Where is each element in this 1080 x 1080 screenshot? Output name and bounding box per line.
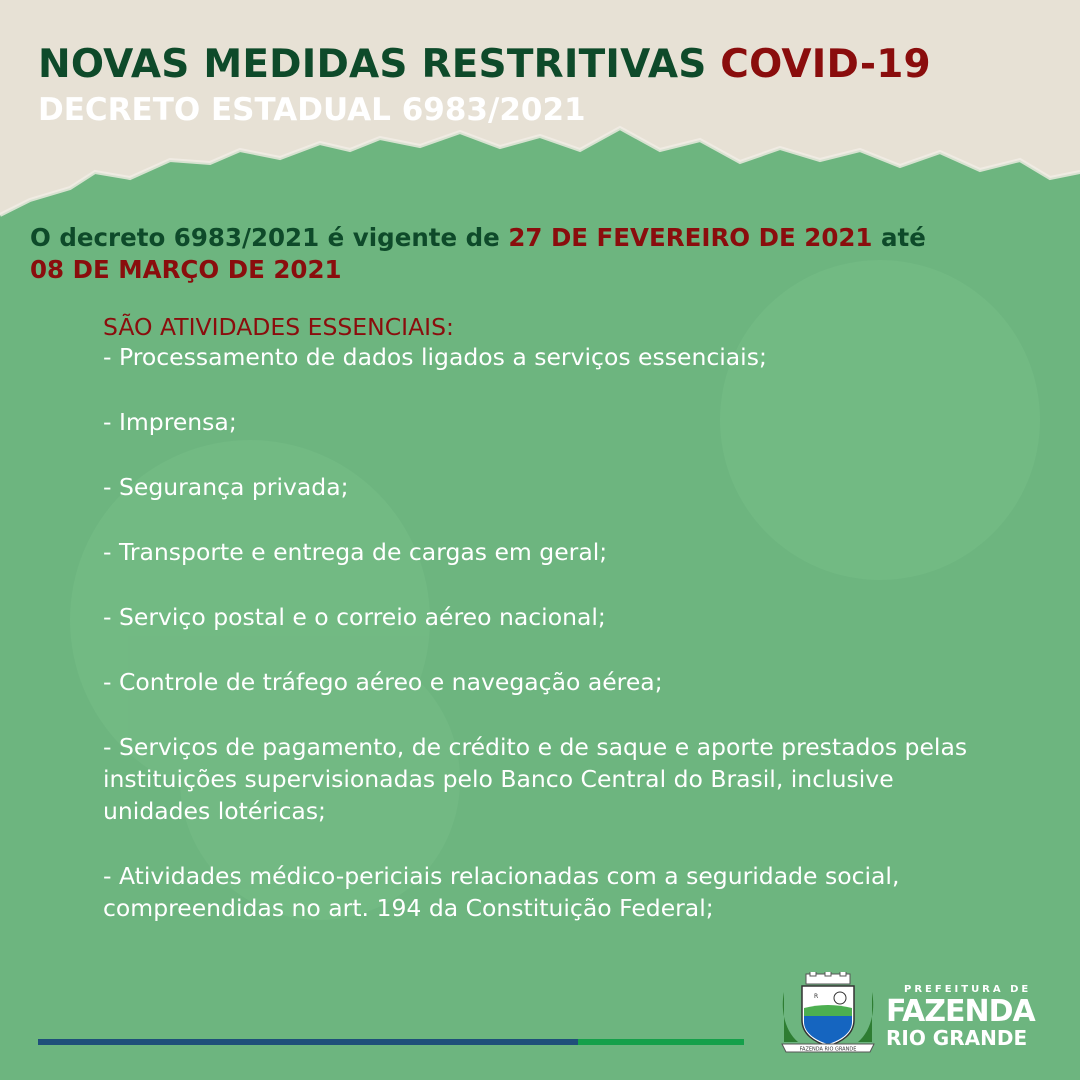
title-main: NOVAS MEDIDAS RESTRITIVAS <box>38 42 707 87</box>
section-heading: SÃO ATIVIDADES ESSENCIAIS: <box>103 313 454 341</box>
list-item: - Controle de tráfego aéreo e navegação aérea; <box>103 668 663 696</box>
brand-logo <box>886 984 1035 1049</box>
brand-prefix: PREFEITURA DE <box>904 984 1032 995</box>
list-item: - Serviços de pagamento, de crédito e de saque e aporte prestados pelas instituições supervisionadas pelo Banco Central do Brasil, inclusive unidades lotéricas; <box>103 733 968 825</box>
list-item: - Processamento de dados ligados a serviços essenciais; <box>103 343 767 371</box>
list-item: - Serviço postal e o correio aéreo nacional; <box>103 603 606 631</box>
list-item: - Transporte e entrega de cargas em geral; <box>103 538 608 566</box>
brand-city-line2: RIO GRANDE <box>886 1026 1028 1050</box>
vigencia-statement <box>30 222 1060 286</box>
essential-activities <box>103 313 1063 957</box>
footer-line-blue <box>38 1039 578 1045</box>
list-item: - Imprensa; <box>103 408 237 436</box>
municipal-seal-icon <box>776 972 880 1054</box>
brand-city-line1: FAZENDA <box>886 994 1035 1029</box>
footer-line-green <box>578 1039 744 1045</box>
vigencia-prefix: O decreto 6983/2021 é vigente de <box>30 223 500 252</box>
list-item: - Atividades médico-periciais relacionadas com a seguridade social, compreendidas no art. 194 da Constituição Federal; <box>103 862 900 922</box>
list-item: - Segurança privada; <box>103 473 349 501</box>
vigencia-middle: até <box>881 223 926 252</box>
vigencia-end-date: 08 DE MARÇO DE 2021 <box>30 255 342 284</box>
seal-ribbon-text: FAZENDA RIO GRANDE <box>799 1046 857 1053</box>
title-highlight: COVID-19 <box>720 42 931 87</box>
svg-text:R: R <box>814 993 819 1000</box>
page-title <box>38 42 931 87</box>
vigencia-start-date: 27 DE FEVEREIRO DE 2021 <box>508 223 873 252</box>
page-subtitle: DECRETO ESTADUAL 6983/2021 <box>38 92 586 128</box>
